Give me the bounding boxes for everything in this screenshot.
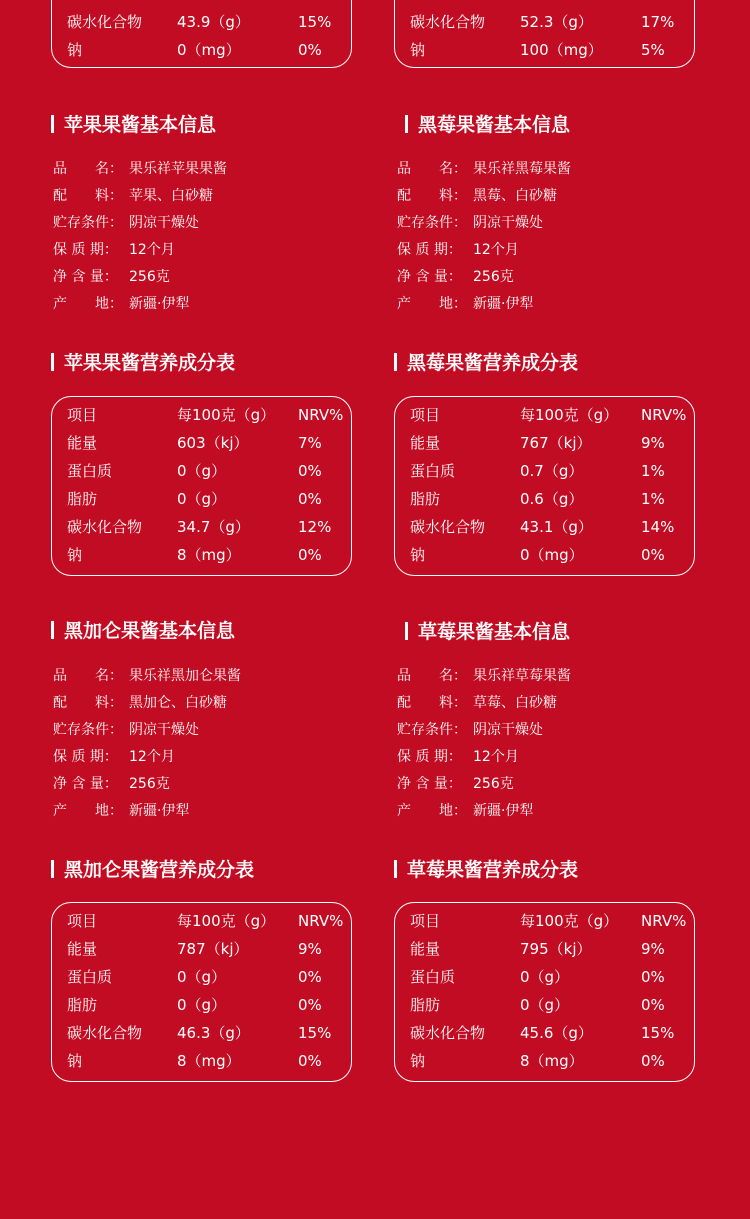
cell-nrv: 0%: [298, 996, 322, 1014]
cell-per100: 46.3（g）: [177, 1024, 250, 1042]
cell-per100: 每100克（g）: [177, 912, 276, 930]
info-label: 配 料：: [397, 695, 467, 711]
info-value: 苹果、白砂糖: [129, 188, 213, 204]
cell-per100: 8（mg）: [177, 1052, 241, 1070]
cell-item: 碳水化合物: [67, 1024, 143, 1042]
info-title: 黑莓果酱基本信息: [418, 114, 571, 136]
cell-item: 蛋白质: [67, 462, 113, 480]
cell-item: 脂肪: [410, 490, 441, 508]
info-value: 256克: [129, 269, 170, 285]
table-row: 碳水化合物 43.9（g） 15%: [67, 13, 332, 31]
info-row: [53, 183, 227, 210]
cell-nrv: 9%: [298, 940, 322, 958]
info-value: 果乐祥草莓果酱: [473, 668, 571, 684]
cell-item: 脂肪: [410, 996, 441, 1014]
info-value: 12个月: [129, 242, 175, 258]
info-row: [53, 771, 241, 798]
table-row: [67, 485, 351, 513]
info-value: 黑莓、白砂糖: [473, 188, 557, 204]
info-title: 黑加仑果酱基本信息: [64, 620, 236, 642]
info-heading: [405, 620, 570, 644]
nutrition-table: [394, 396, 695, 576]
cell-item: 项目: [67, 912, 98, 930]
cell-per100: 8（mg）: [520, 1052, 584, 1070]
cell-nrv: 0%: [298, 490, 322, 508]
cell-per100: 795（kj）: [520, 940, 592, 958]
info-list: [397, 663, 571, 825]
cell-item: 蛋白质: [410, 968, 456, 986]
info-label: 保 质 期：: [53, 242, 118, 258]
info-label: 产 地：: [53, 296, 123, 312]
cell-item: 碳水化合物: [410, 1024, 486, 1042]
table-row: 碳水化合物 52.3（g） 17%: [410, 13, 675, 31]
nutrition-heading: [51, 351, 235, 375]
info-value: 阴凉干燥处: [129, 215, 199, 231]
info-heading: [51, 113, 216, 137]
info-value: 12个月: [473, 749, 519, 765]
info-heading: [51, 619, 235, 643]
heading-bar: [51, 621, 54, 639]
info-label: 产 地：: [53, 803, 123, 819]
info-value: 256克: [129, 776, 170, 792]
nutrition-table: [51, 396, 352, 576]
table-row: 钠 0（mg） 0%: [67, 41, 322, 59]
cell-item: 项目: [410, 406, 441, 424]
table-row: [67, 429, 351, 457]
cell-nrv: 15%: [641, 1024, 675, 1042]
cell-nrv: NRV%: [641, 406, 687, 424]
info-row: [397, 744, 571, 771]
info-row: [53, 798, 241, 825]
cell-item: 钠: [67, 546, 83, 564]
cell-item: 钠: [67, 1052, 83, 1070]
cell-per100: 0（g）: [177, 996, 227, 1014]
table-row: [410, 963, 694, 991]
heading-bar: [405, 115, 408, 133]
info-title: 苹果果酱基本信息: [64, 114, 217, 136]
top-nutrition-table-left: [51, 0, 352, 68]
cell-nrv: 1%: [641, 490, 665, 508]
info-value: 12个月: [129, 749, 175, 765]
table-row: [410, 513, 694, 541]
cell-per100: 0（g）: [177, 968, 227, 986]
table-row: 钠 100（mg） 5%: [410, 41, 665, 59]
table-row: [67, 457, 351, 485]
info-list: [53, 663, 241, 825]
cell-nrv: 0%: [298, 546, 322, 564]
info-label: 配 料：: [53, 695, 123, 711]
info-label: 保 质 期：: [53, 749, 118, 765]
nutrition-table: [51, 902, 352, 1082]
cell-per100: 0.7（g）: [520, 462, 584, 480]
info-label: 净 含 量：: [397, 269, 462, 285]
info-row: [53, 744, 241, 771]
nutrition-heading: [394, 858, 578, 882]
info-label: 配 料：: [397, 188, 467, 204]
heading-bar: [394, 353, 397, 371]
info-value: 黑加仑、白砂糖: [129, 695, 227, 711]
info-value: 阴凉干燥处: [473, 215, 543, 231]
cell-per100: 每100克（g）: [520, 912, 619, 930]
cell-nrv: 0%: [641, 1052, 665, 1070]
info-label: 品 名：: [53, 668, 123, 684]
table-row: [410, 1019, 694, 1047]
info-row: [53, 210, 227, 237]
table-header-row: [67, 907, 351, 935]
table-row: [67, 1047, 351, 1075]
cell-item: 项目: [410, 912, 441, 930]
heading-bar: [51, 115, 54, 133]
cell-nrv: 0%: [298, 462, 322, 480]
info-row: [53, 717, 241, 744]
info-value: 新疆·伊犁: [129, 296, 190, 312]
info-row: [397, 156, 571, 183]
info-value: 阴凉干燥处: [473, 722, 543, 738]
cell-item: 碳水化合物: [410, 518, 486, 536]
nutrition-heading: [51, 858, 254, 882]
cell-item: 能量: [67, 434, 98, 452]
info-title: 草莓果酱基本信息: [418, 621, 571, 643]
table-row: [410, 485, 694, 513]
cell-item: 项目: [67, 406, 98, 424]
info-row: [397, 798, 571, 825]
info-value: 草莓、白砂糖: [473, 695, 557, 711]
info-label: 保 质 期：: [397, 749, 462, 765]
info-row: [53, 264, 227, 291]
info-label: 净 含 量：: [53, 269, 118, 285]
cell-nrv: 0%: [298, 1052, 322, 1070]
info-label: 保 质 期：: [397, 242, 462, 258]
info-row: [53, 156, 227, 183]
info-label: 净 含 量：: [53, 776, 118, 792]
cell-item: 蛋白质: [410, 462, 456, 480]
cell-nrv: 1%: [641, 462, 665, 480]
table-row: [67, 963, 351, 991]
top-nutrition-table-right: [394, 0, 695, 68]
heading-bar: [51, 353, 54, 371]
info-row: [397, 690, 571, 717]
info-label: 品 名：: [397, 161, 467, 177]
info-row: [53, 690, 241, 717]
info-value: 新疆·伊犁: [129, 803, 190, 819]
table-row: [410, 991, 694, 1019]
info-label: 贮存条件：: [53, 722, 123, 738]
heading-bar: [405, 622, 408, 640]
cell-item: 脂肪: [67, 996, 98, 1014]
cell-item: 蛋白质: [67, 968, 113, 986]
info-row: [397, 291, 571, 318]
table-header-row: [67, 401, 351, 429]
table-row: [410, 541, 694, 569]
table-row: [67, 935, 351, 963]
info-label: 产 地：: [397, 296, 467, 312]
info-label: 净 含 量：: [397, 776, 462, 792]
cell-nrv: NRV%: [641, 912, 687, 930]
cell-item: 钠: [410, 546, 426, 564]
nutrition-title: 黑莓果酱营养成分表: [407, 352, 579, 374]
table-row: [410, 457, 694, 485]
cell-item: 能量: [410, 940, 441, 958]
cell-per100: 787（kj）: [177, 940, 249, 958]
cell-per100: 45.6（g）: [520, 1024, 593, 1042]
info-row: [397, 210, 571, 237]
info-value: 12个月: [473, 242, 519, 258]
info-row: [53, 291, 227, 318]
cell-nrv: 15%: [298, 1024, 332, 1042]
table-row: [67, 513, 351, 541]
table-row: [410, 1047, 694, 1075]
cell-nrv: 14%: [641, 518, 675, 536]
info-label: 贮存条件：: [397, 215, 467, 231]
nutrition-table: [394, 902, 695, 1082]
table-row: [67, 1019, 351, 1047]
cell-item: 脂肪: [67, 490, 98, 508]
info-row: [397, 771, 571, 798]
table-row: [410, 935, 694, 963]
cell-nrv: 12%: [298, 518, 332, 536]
cell-per100: 0（g）: [520, 968, 570, 986]
cell-item: 能量: [410, 434, 441, 452]
cell-nrv: 0%: [298, 968, 322, 986]
cell-per100: 0.6（g）: [520, 490, 584, 508]
cell-per100: 34.7（g）: [177, 518, 250, 536]
table-header-row: [410, 401, 694, 429]
cell-nrv: 0%: [641, 546, 665, 564]
cell-item: 碳水化合物: [67, 518, 143, 536]
cell-per100: 0（g）: [520, 996, 570, 1014]
cell-nrv: 9%: [641, 434, 665, 452]
cell-item: 钠: [410, 1052, 426, 1070]
cell-per100: 每100克（g）: [520, 406, 619, 424]
info-list: [397, 156, 571, 318]
table-row: [67, 541, 351, 569]
cell-per100: 0（g）: [177, 490, 227, 508]
cell-per100: 0（g）: [177, 462, 227, 480]
info-list: [53, 156, 227, 318]
info-row: [397, 663, 571, 690]
cell-item: 能量: [67, 940, 98, 958]
info-row: [397, 717, 571, 744]
cell-per100: 0（mg）: [520, 546, 584, 564]
table-header-row: [410, 907, 694, 935]
nutrition-heading: [394, 351, 578, 375]
nutrition-title: 草莓果酱营养成分表: [407, 859, 579, 881]
cell-nrv: 0%: [641, 968, 665, 986]
info-row: [397, 264, 571, 291]
info-value: 新疆·伊犁: [473, 296, 534, 312]
table-row: [410, 429, 694, 457]
info-label: 贮存条件：: [397, 722, 467, 738]
info-row: [397, 183, 571, 210]
cell-nrv: 7%: [298, 434, 322, 452]
info-label: 配 料：: [53, 188, 123, 204]
info-row: [53, 237, 227, 264]
info-label: 品 名：: [53, 161, 123, 177]
nutrition-title: 黑加仑果酱营养成分表: [64, 859, 255, 881]
info-row: [53, 663, 241, 690]
table-row: [67, 991, 351, 1019]
heading-bar: [394, 860, 397, 878]
info-value: 256克: [473, 776, 514, 792]
cell-per100: 603（kj）: [177, 434, 249, 452]
cell-per100: 767（kj）: [520, 434, 592, 452]
info-value: 果乐祥苹果果酱: [129, 161, 227, 177]
info-value: 果乐祥黑莓果酱: [473, 161, 571, 177]
info-heading: [405, 113, 570, 137]
cell-per100: 每100克（g）: [177, 406, 276, 424]
info-value: 新疆·伊犁: [473, 803, 534, 819]
heading-bar: [51, 860, 54, 878]
info-label: 产 地：: [397, 803, 467, 819]
cell-per100: 8（mg）: [177, 546, 241, 564]
cell-nrv: 0%: [641, 996, 665, 1014]
info-value: 果乐祥黑加仑果酱: [129, 668, 241, 684]
info-label: 品 名：: [397, 668, 467, 684]
cell-nrv: NRV%: [298, 912, 344, 930]
info-row: [397, 237, 571, 264]
nutrition-title: 苹果果酱营养成分表: [64, 352, 236, 374]
cell-per100: 43.1（g）: [520, 518, 593, 536]
info-value: 256克: [473, 269, 514, 285]
info-label: 贮存条件：: [53, 215, 123, 231]
cell-nrv: 9%: [641, 940, 665, 958]
info-value: 阴凉干燥处: [129, 722, 199, 738]
cell-nrv: NRV%: [298, 406, 344, 424]
